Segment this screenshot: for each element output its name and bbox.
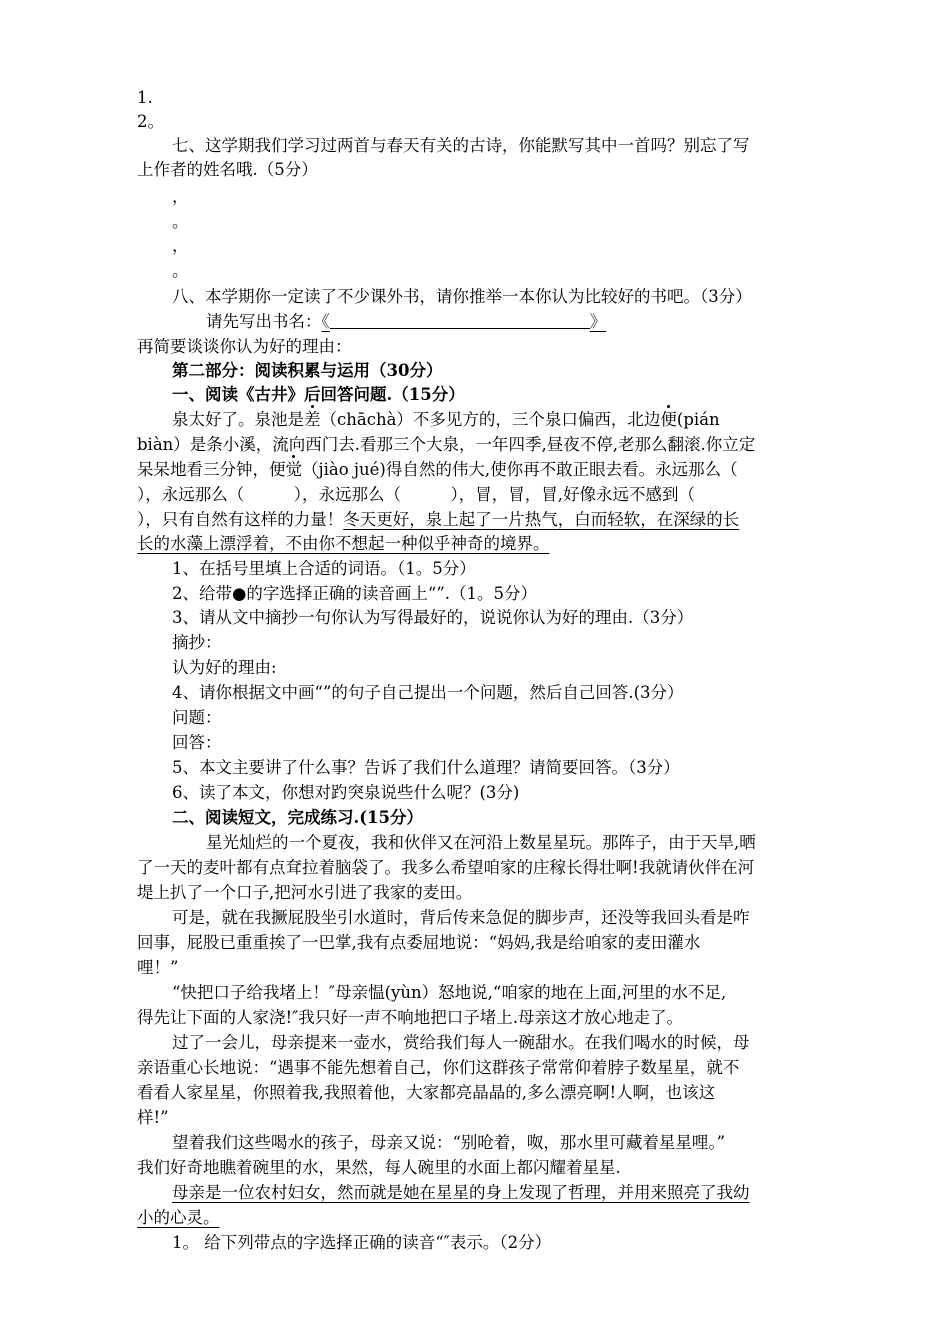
p1-text-b: （chāchà）不多见方的，三个泉口偏西，北边	[320, 410, 661, 429]
p3-text-a: 呆呆地看三分钟，便	[137, 460, 286, 479]
q8-book-prompt: 请先写出书名：	[206, 312, 322, 331]
p1-dotted-char-1: 差	[304, 408, 321, 432]
story-line6: 哩！”	[137, 958, 179, 977]
story-line3: 堤上扒了一个口子,把河水引进了我家的麦田。	[137, 883, 473, 902]
s1-q6: 6、读了本文，你想对趵突泉说些什么呢？(3分)	[172, 783, 520, 802]
passage1-line4: ），永远那么（ ），永远那么（ ），冒，冒，冒,好像永远不感到（	[137, 485, 695, 504]
q7-blank2: 。	[172, 212, 189, 231]
q8-book-line	[206, 310, 606, 334]
p5-text: ），只有自然有这样的力量！	[137, 510, 344, 529]
s1-q3: 3、请从文中摘抄一句你认为写得最好的，说说你认为好的理由.（3分）	[172, 608, 694, 627]
s1-q5: 5、本文主要讲了什么事？告诉了我们什么道理？请简要回答。（3分）	[172, 758, 680, 777]
q7-blank1: ，	[172, 187, 189, 206]
s1-q3-copy: 摘抄：	[172, 633, 222, 652]
book-title-blank[interactable]	[330, 310, 590, 329]
story-line10: 亲语重心长地说：“遇事不能先想着自己，你们这群孩子常常仰着脖子数星星，就不	[137, 1058, 740, 1077]
s1-q4: 4、请你根据文中画“”的句子自己提出一个问题，然后自己回答.(3分）	[172, 683, 684, 702]
q7-blank4: 。	[172, 261, 189, 280]
story-line4: 可是，就在我撅屁股坐引水道时，背后传来急促的脚步声，还没等我回头看是咋	[172, 908, 750, 927]
section1-title: 一、阅读《古井》后回答问题.（15分）	[172, 385, 465, 404]
q8-reason: 再简要谈谈你认为好的理由：	[137, 337, 352, 356]
s1-q3-reason: 认为好的理由:	[172, 658, 277, 677]
p1-dotted-char-2: 便	[660, 408, 677, 432]
story-line15: 母亲是一位农村妇女，然而就是她在星星的身上发现了哲理，并用来照亮了我幼	[172, 1183, 750, 1202]
story-line9: 过了一会儿，母亲提来一壶水，赏给我们每人一碗甜水。在我们喝水的时候，母	[172, 1033, 750, 1052]
story-line7: “快把口子给我堵上！″母亲愠(yùn）怒地说,“咱家的地在上面,河里的水不足,	[172, 983, 727, 1002]
s1-q2: 2、给带●的字选择正确的读音画上“”.（1。5分）	[172, 584, 538, 603]
story-line8: 得先让下面的人家浇!″我只好一声不响地把口子堵上.母亲这才放心地走了。	[137, 1008, 684, 1027]
passage1-line3	[137, 458, 738, 482]
p3-dotted-char: 觉	[286, 458, 303, 482]
p1-text-a: 泉太好了。泉池是	[172, 410, 304, 429]
passage1-line2: biàn）是条小溪，流向西门去.看那三个大泉，一年四季,昼夜不停,老那么翻滚.你立定	[137, 435, 756, 454]
s1-q4-ask: 问题：	[172, 708, 222, 727]
story-line13: 望着我们这些喝水的孩子，母亲又说：“别呛着，呶，那水里可藏着星星哩。”	[172, 1133, 726, 1152]
story-line2: 了一天的麦叶都有点耷拉着脑袋了。我多么希望咱家的庄稼长得壮啊!我就请伙伴在河	[137, 858, 755, 877]
story-line16: 小的心灵。	[137, 1208, 220, 1227]
story-line12: 样!”	[137, 1108, 169, 1127]
item-2: 2。	[137, 112, 164, 131]
passage1-line5	[137, 508, 739, 532]
p3-text-b: （jiào jué)得自然的伟大,使你再不敢正眼去看。永远那么（	[302, 460, 738, 479]
story-line5: 回事，屁股已重重挨了一巴掌,我有点委屈地说：“妈妈,我是给咱家的麦田灌水	[137, 933, 701, 952]
passage1-line1	[172, 408, 720, 432]
s2-q1: 1。 给下列带点的字选择正确的读音“″表示。（2分）	[172, 1233, 552, 1252]
part2-title: 第二部分：阅读积累与运用（30分）	[172, 361, 443, 380]
q8-book-open: 《	[321, 312, 330, 331]
item-1: 1.	[137, 88, 153, 107]
passage1-line6: 长的水藻上漂浮着，不由你不想起一种似乎神奇的境界。	[137, 534, 550, 553]
q8-line1: 八、本学期你一定读了不少课外书，请你推举一本你认为比较好的书吧。（3分）	[172, 287, 752, 306]
p5-underlined: 冬天更好，泉上起了一片热气，白而轻软，在深绿的长	[343, 510, 740, 529]
story-line1: 星光灿烂的一个夏夜，我和伙伴又在河沿上数星星玩。那阵子，由于天旱,晒	[206, 833, 756, 852]
section2-title: 二、阅读短文，完成练习.(15分）	[172, 808, 424, 827]
q8-book-close: 》	[589, 312, 607, 331]
q7-line1: 七、这学期我们学习过两首与春天有关的古诗，你能默写其中一首吗？别忘了写	[172, 136, 750, 155]
story-line14: 我们好奇地瞧着碗里的水，果然，每人碗里的水面上都闪耀着星星.	[137, 1158, 621, 1177]
s1-q4-answer: 回答：	[172, 733, 222, 752]
q7-blank3: ，	[172, 236, 189, 255]
p1-text-c: (pián	[676, 410, 720, 429]
story-line11: 看看人家星星，你照着我,我照着他，大家都亮晶晶的,多么漂亮啊!人啊，也该这	[137, 1083, 716, 1102]
q7-line2: 上作者的姓名哦.（5分）	[137, 160, 318, 179]
s1-q1: 1、在括号里填上合适的词语。（1。5分）	[172, 559, 476, 578]
